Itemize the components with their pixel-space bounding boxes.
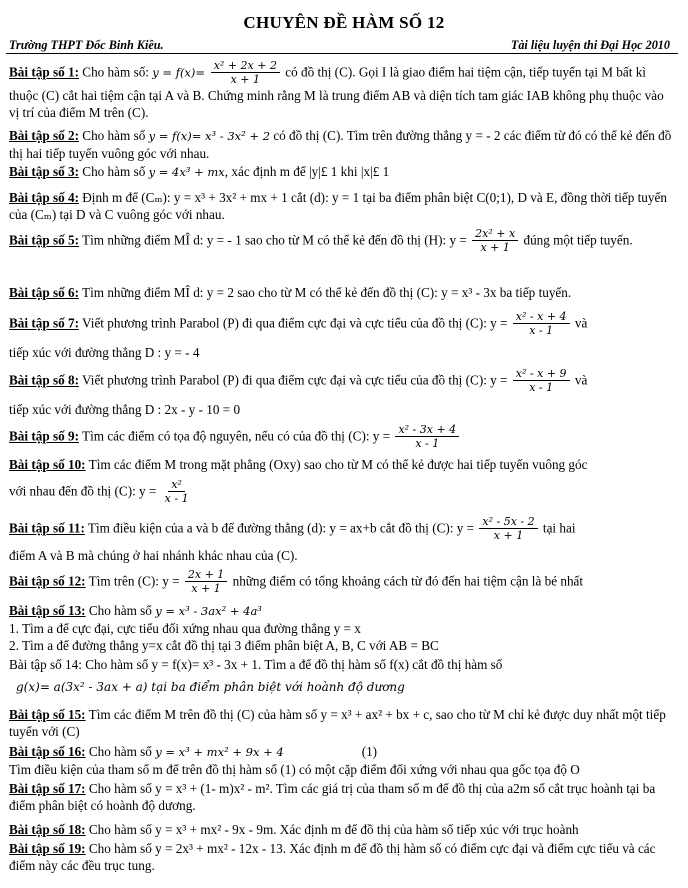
exercise-label: Bài tập số 2: — [9, 128, 79, 143]
exercise-2: Bài tập số 2: Cho hàm số y = f(x)= x³ - 3x² + 2 có đồ thị (C). Tìm trên đường thẳng y = - 2 các điểm từ đó có thể kẻ đến đồ thị hai tiếp tuyến vuông góc với nhau. — [9, 128, 672, 161]
exercise-label: Bài tập số 16: — [9, 744, 86, 759]
exercise-label: Bài tập số 17: — [9, 781, 86, 796]
exercise-5: Bài tập số 5: Tìm những điểm MÎ d: y = - 1 sao cho từ M có thể kẻ đến đồ thị (H): y = $\frac{\text{2x² + x}}{x + 1}$ đúng một tiếp tuyến. — [9, 227, 633, 254]
exercise-11: Bài tập số 11: Tìm điều kiện của a và b để đường thẳng (d): y = ax+b cắt đồ thị (C): y = $\frac{\text{x² - 5x - 2}}{x + 1}$ tại hai điểm A và B mà chúng ở hai nhánh khác nhau của (C). — [9, 515, 576, 563]
exercise-6: Bài tập số 6: Tìm những điểm MÎ d: y = 2 sao cho từ M có thể kẻ đến đồ thị (C): y = x³ - 3x ba tiếp tuyến. — [9, 285, 572, 300]
exercise-label: Bài tập số 1: — [9, 64, 79, 80]
exercise-label: Bài tập số 12: — [9, 573, 86, 589]
fraction: $\frac{\text{x² - 5x - 2}}{x + 1}$ — [479, 515, 537, 542]
exercise-label: Bài tập số 6: — [9, 285, 79, 300]
exercise-7: Bài tập số 7: Viết phương trình Parabol (P) đi qua điểm cực đại và cực tiểu của đồ thị (C): y = $\frac{\text{x² - x + 4}}{x - 1}$ và tiếp xúc với đường thẳng D : y = - 4 — [9, 310, 588, 360]
fraction: $\frac{\text{x² - 3x + 4}}{x - 1}$ — [395, 423, 459, 450]
fraction: $\frac{\text{x² - x + 4}}{x - 1}$ — [513, 310, 570, 337]
exercise-label: Bài tập số 18: — [9, 822, 86, 837]
exercise-3: Bài tập số 3: Cho hàm số y = 4x³ + mx, xác định m để |y|£ 1 khi |x|£ 1 — [9, 164, 390, 179]
exercise-label: Bài tập số 7: — [9, 315, 79, 331]
fraction: $\frac{\text{x² - x + 9}}{x - 1}$ — [513, 367, 570, 394]
exercise-16: Bài tập số 16: Cho hàm số y = x³ + mx² + 9x + 4 (1) Tìm điều kiện của tham số m để trên đồ thị hàm số (1) có một cặp điểm đối xứng với nhau qua gốc tọa độ O — [9, 744, 580, 777]
header-divider — [6, 53, 678, 54]
exercise-15: Bài tập số 15: Tìm các điểm M trên đồ thị (C) của hàm số y = x³ + ax² + bx + c, sao cho từ M chỉ kẻ được duy nhất một tiếp tuyến với (C) — [9, 707, 666, 739]
fraction: $\frac{\text{2x² + x}}{x + 1}$ — [472, 227, 518, 254]
exercise-19: Bài tập số 19: Cho hàm số y = 2x³ + mx² - 12x - 13. Xác định m để đồ thị hàm số có điểm cực đại và điểm cực tiểu và các điểm này các đều trục tung. — [9, 841, 656, 873]
exercise-1: Bài tập số 1: Cho hàm số: y = f(x)= $\frac{\text{x² + 2x + 2}}{x + 1}$ có đồ thị (C). Gọi I là giao điểm hai tiệm cận, tiếp tuyến tại M bất kì thuộc (C) cắt hai tiệm cận tại A và B. Chứng minh rằng M là trung điểm AB và diện tích tam giác IAB không phụ thuộc vào vị trí của điểm M trên (C). — [9, 59, 664, 120]
fraction: $\frac{\text{x² + 2x + 2}}{x + 1}$ — [211, 59, 280, 86]
exercise-label: Bài tập số 10: — [9, 457, 86, 472]
exercise-label: Bài tập số 8: — [9, 372, 79, 388]
exercise-10: Bài tập số 10: Tìm các điểm M trong mặt phẳng (Oxy) sao cho từ M có thể kẻ được hai tiếp tuyến vuông góc với nhau đến đồ thị (C): y = $\frac{\text{x²}}{x - 1}$ — [9, 457, 588, 505]
exercise-8: Bài tập số 8: Viết phương trình Parabol (P) đi qua điểm cực đại và cực tiểu của đồ thị (C): y = $\frac{\text{x² - x + 9}}{x - 1}$ và tiếp xúc với đường thẳng D : 2x - y - 10 = 0 — [9, 367, 588, 417]
exercise-label: Bài tập số 15: — [9, 707, 86, 722]
exercise-label: Bài tập số 3: — [9, 164, 79, 179]
exercise-label: Bài tập số 19: — [9, 841, 86, 856]
exercise-label: Bài tập số 4: — [9, 190, 79, 205]
fraction: $\frac{2x + 1}{x + 1}$ — [185, 568, 227, 595]
exercise-label: Bài tập số 5: — [9, 232, 79, 248]
school-name: Trường THPT Đốc Binh Kiều. — [9, 38, 164, 52]
exercise-18: Bài tập số 18: Cho hàm số y = x³ + mx² - 9x - 9m. Xác định m để đồ thị của hàm số tiếp xúc với trục hoành — [9, 822, 579, 837]
document-title: CHUYÊN ĐỀ HÀM SỐ 12 — [243, 13, 445, 32]
document-type: Tài liệu luyện thi Đại Học 2010 — [510, 38, 670, 52]
exercise-17: Bài tập số 17: Cho hàm số y = x³ + (1- m)x² - m². Tìm các giá trị của tham số m để đồ thị của a2m số cắt trục hoành tại ba điểm phân biệt có hoành độ dương. — [9, 781, 656, 813]
exercise-9: Bài tập số 9: Tìm các điểm có tọa độ nguyên, nếu có của đồ thị (C): y = $\frac{\text{x² - 3x + 4}}{x - 1}$ — [9, 424, 677, 451]
exercise-label: Bài tập số 11: — [9, 520, 85, 536]
exercise-12: Bài tập số 12: Tìm trên (C): y = $\frac{2x + 1}{x + 1}$ những điểm có tổng khoảng cách từ đó đến hai tiệm cận là bé nhất — [9, 568, 584, 595]
fraction: $\frac{\text{x²}}{x - 1}$ — [164, 478, 189, 505]
exercise-label: Bài tập số 9: — [9, 428, 79, 444]
exercise-13: Bài tập số 13: Cho hàm số y = x³ - 3ax² + 4a³ 1. Tìm a để cực đại, cực tiểu đối xứng nhau qua đường thẳng y = x 2. Tìm a để đường thẳng y=x cắt đồ thị tại 3 điểm phân biệt A, B, C với AB = BC — [9, 603, 439, 653]
exercise-4: Bài tập số 4: Định m để (Cₘ): y = x³ + 3x² + mx + 1 cắt (d): y = 1 tại ba điểm phân biệt C(0;1), D và E, đồng thời tiếp tuyến của (Cₘ) tại D và C vuông góc với nhau. — [9, 190, 667, 222]
exercise-14: Bài tập số 14: Cho hàm số y = f(x)= x³ - 3x + 1. Tìm a để đồ thị hàm số f(x) cắt đồ thị hàm số g(x)= a(3x² - 3ax + a) tại ba điểm phân biệt với hoành độ dương — [9, 657, 503, 694]
exercise-label: Bài tập số 13: — [9, 603, 86, 618]
